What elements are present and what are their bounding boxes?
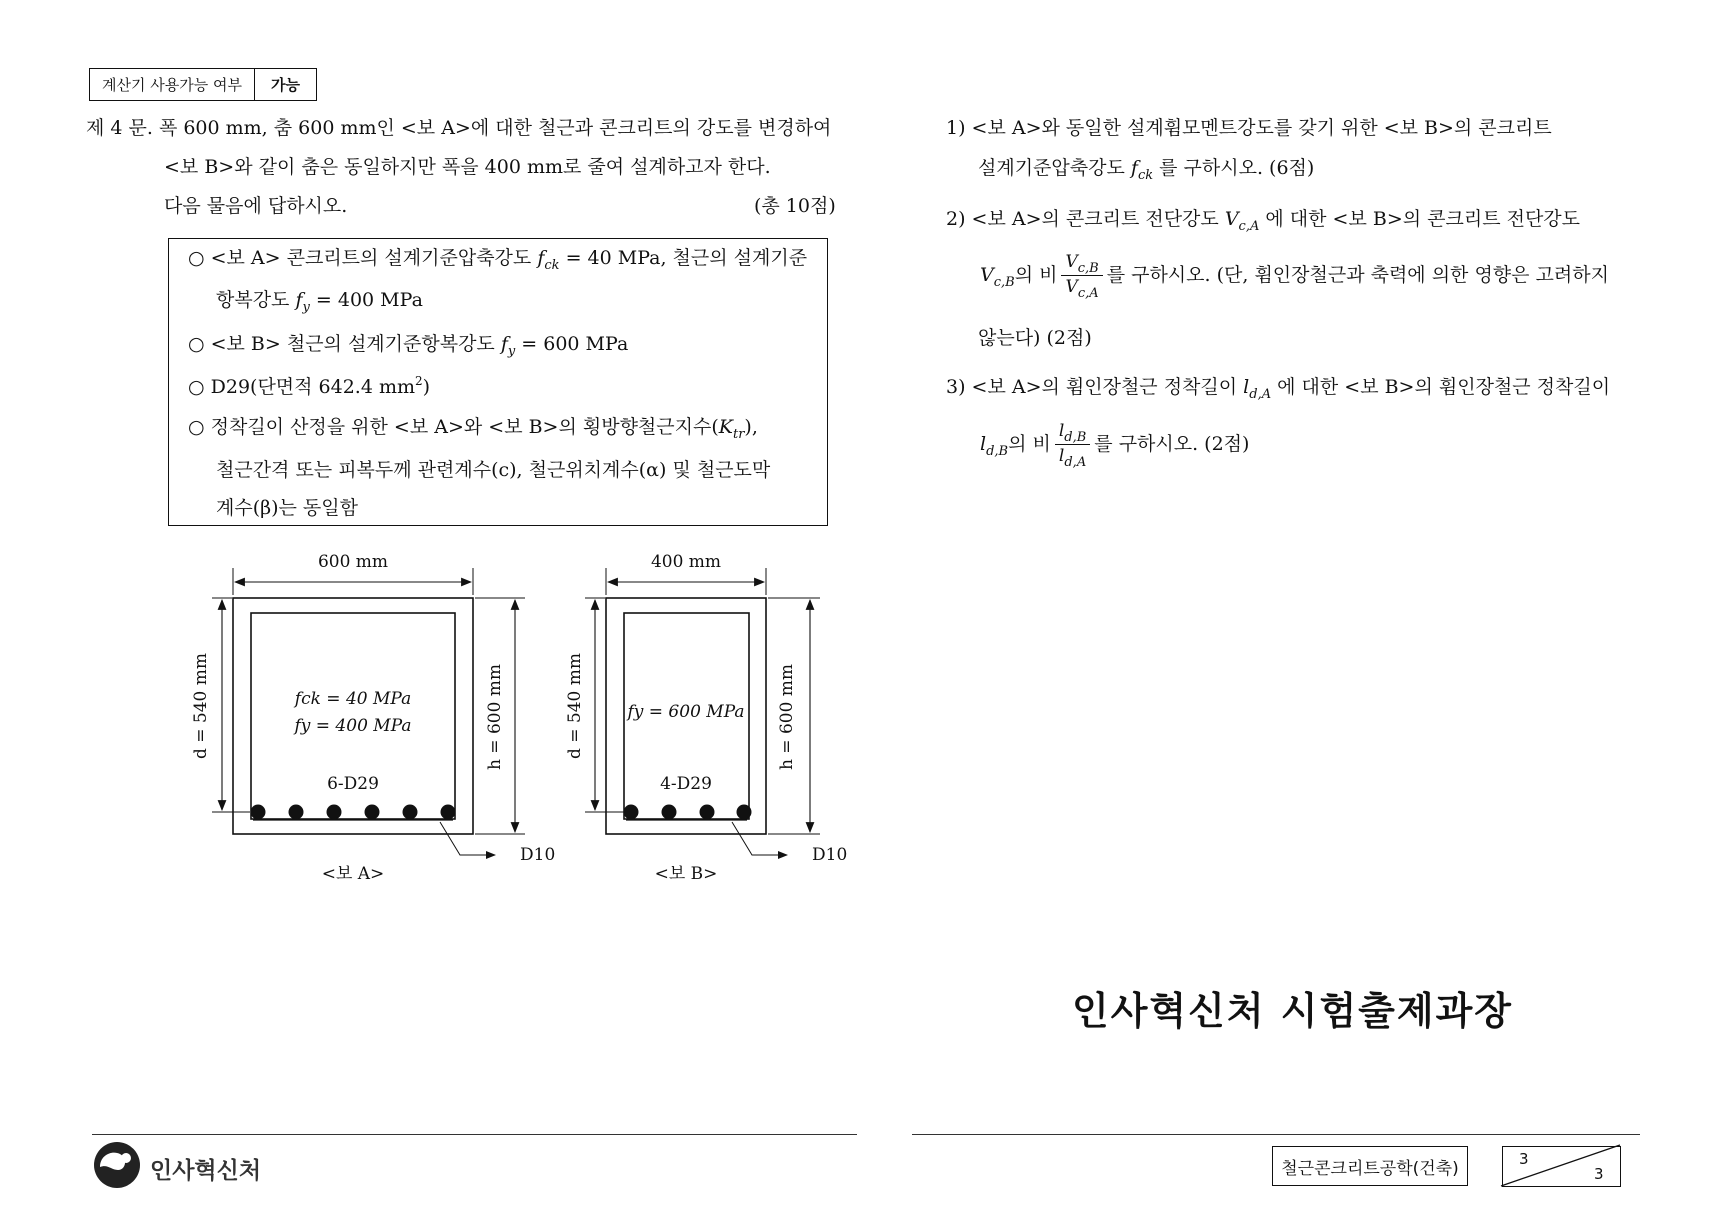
rebar-a-3 bbox=[327, 805, 342, 820]
calculator-usage-box bbox=[89, 68, 317, 101]
mpm-logo-icon bbox=[92, 1140, 142, 1190]
footer-logo-text: 인사혁신처 bbox=[150, 1158, 262, 1184]
question-line-2: <보 B>와 같이 춤은 동일하지만 폭을 400 mm로 줄여 설계하고자 한다. bbox=[164, 156, 771, 178]
q2-line-2: $V_{c,B}$ 의 비 $\frac{V_{c,B}}{V_{c,A}}$ 를 구하시오. (단, 휨인장철근과 축력에 의한 영향은 고려하지 bbox=[980, 252, 1609, 301]
rebar-b-3 bbox=[700, 805, 715, 820]
rebar-b-4 bbox=[737, 805, 752, 820]
beam-b-label: <보 B> bbox=[654, 864, 718, 884]
beam-section-figure bbox=[170, 540, 848, 890]
lda-symbol: $l_{d,A}$ bbox=[1243, 376, 1272, 402]
beam-b-fy: fy = 600 MPa bbox=[627, 702, 745, 722]
vca-symbol: $V_{c,A}$ bbox=[1224, 208, 1260, 234]
condition-4b: 철근간격 또는 피복두께 관련계수(c), 철근위치계수(α) 및 철근도막 bbox=[216, 459, 771, 481]
beam-a-d10: D10 bbox=[520, 845, 556, 865]
rebar-a-5 bbox=[403, 805, 418, 820]
fy-symbol: $f_y$ bbox=[500, 333, 516, 359]
beam-a-fck: fck = 40 MPa bbox=[294, 689, 412, 709]
condition-2: ○ <보 B> 철근의 설계기준항복강도 $f_y = 600$ MPa bbox=[188, 333, 629, 359]
rebar-a-6 bbox=[441, 805, 456, 820]
footer-rule-left bbox=[92, 1134, 857, 1135]
beam-a-h-label: h = 600 mm bbox=[485, 663, 505, 771]
ktr-symbol: $K_{tr}$ bbox=[718, 416, 745, 442]
footer-rule-right bbox=[912, 1134, 1640, 1135]
q1-line-1: 1) <보 A>와 동일한 설계휨모멘트강도를 갖기 위한 <보 B>의 콘크리트 bbox=[946, 117, 1552, 139]
question-line-3: 다음 물음에 답하시오. bbox=[164, 195, 348, 217]
q1-line-2: 설계기준압축강도 $f_{ck}$ 를 구하시오. (6점) bbox=[978, 157, 1315, 183]
beam-a-d-label: d = 540 mm bbox=[191, 652, 211, 760]
beam-b-d-label: d = 540 mm bbox=[565, 652, 585, 760]
rebar-b-2 bbox=[662, 805, 677, 820]
calculator-label: 계산기 사용가능 여부 bbox=[102, 76, 242, 94]
page-total: 3 bbox=[1594, 1165, 1604, 1183]
condition-4c: 계수(β)는 동일함 bbox=[216, 497, 358, 519]
rebar-b-1 bbox=[624, 805, 639, 820]
vcb-symbol: $V_{c,B}$ bbox=[980, 263, 1015, 290]
rebar-a-2 bbox=[289, 805, 304, 820]
exam-stamp: 인사혁신처 시험출제과장 bbox=[1072, 989, 1514, 1033]
subject-box: 철근콘크리트공학(건축) bbox=[1272, 1146, 1468, 1186]
beam-b-d10-leader bbox=[732, 822, 787, 855]
q3-line-2: $l_{d,B}$ 의 비 $\frac{l_{d,B}}{l_{d,A}}$ 를 구하시오. (2점) bbox=[980, 421, 1250, 470]
beam-a-label: <보 A> bbox=[321, 864, 385, 884]
ld-ratio-fraction: $\frac{l_{d,B}}{l_{d,A}}$ bbox=[1055, 422, 1090, 466]
rebar-a-1 bbox=[251, 805, 266, 820]
beam-a-d10-leader bbox=[440, 822, 495, 855]
condition-4a: ○ 정착길이 산정을 위한 <보 A>와 <보 B>의 횡방향철근지수$(K_{tr})$, bbox=[188, 416, 758, 442]
beam-a-fy: fy = 400 MPa bbox=[294, 716, 412, 736]
fck-symbol: $f_{ck}$ bbox=[1130, 157, 1154, 183]
ldb-symbol: $l_{d,B}$ bbox=[980, 432, 1009, 459]
condition-3: ○ D29(단면적 642.4 $mm^2$) bbox=[188, 374, 431, 398]
condition-1a: ○ <보 A> 콘크리트의 설계기준압축강도 $f_{ck} = 40$ MPa, 철근의 설계기준 bbox=[188, 247, 808, 273]
q2-line-3: 않는다) (2점) bbox=[978, 327, 1092, 349]
beam-b-d10: D10 bbox=[812, 845, 848, 865]
rebar-a-4 bbox=[365, 805, 380, 820]
condition-1b: 항복강도 $f_y = 400$ MPa bbox=[216, 289, 423, 315]
beam-b-bars: 4-D29 bbox=[660, 774, 712, 794]
page-current: 3 bbox=[1519, 1150, 1529, 1168]
beam-b-width-label: 400 mm bbox=[650, 552, 722, 572]
beam-a-width-label: 600 mm bbox=[317, 552, 389, 572]
q3-line-1: 3) <보 A>의 휨인장철근 정착길이 $l_{d,A}$ 에 대한 <보 B>의 휨인장철근 정착길이 bbox=[946, 376, 1611, 402]
calculator-value: 가능 bbox=[254, 69, 316, 100]
vc-ratio-fraction: $\frac{V_{c,B}}{V_{c,A}}$ bbox=[1061, 253, 1102, 297]
beam-a-bars: 6-D29 bbox=[327, 774, 379, 794]
fy-symbol: $f_y$ bbox=[295, 289, 310, 315]
page-number-box bbox=[1502, 1146, 1621, 1187]
fck-symbol: $f_{ck}$ bbox=[537, 247, 560, 273]
question-points: (총 10점) bbox=[754, 195, 836, 217]
question-line-1: 제 4 문. 폭 600 mm, 춤 600 mm인 <보 A>에 대한 철근과 콘크리트의 강도를 변경하여 bbox=[86, 117, 832, 139]
q2-line-1: 2) <보 A>의 콘크리트 전단강도 $V_{c,A}$ 에 대한 <보 B>의 콘크리트 전단강도 bbox=[946, 208, 1581, 234]
beam-b-h-label: h = 600 mm bbox=[777, 663, 797, 771]
